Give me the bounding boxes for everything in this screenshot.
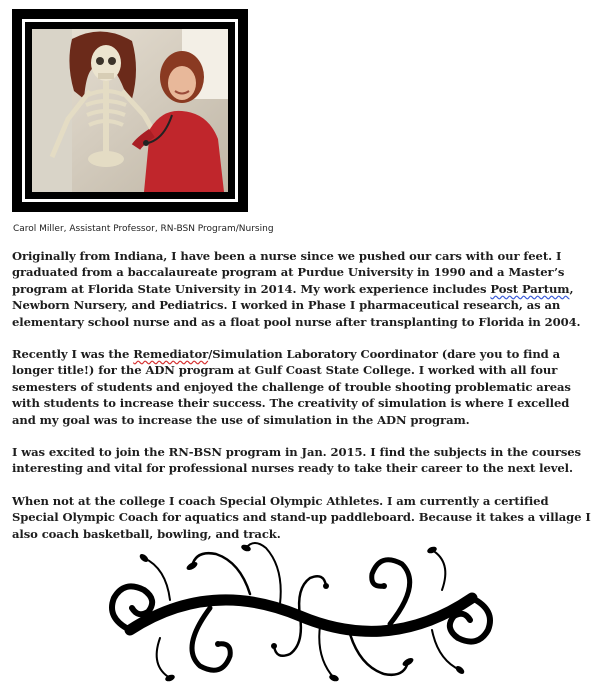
photo-caption: Carol Miller, Assistant Professor, RN-BSN Program/Nursing [13, 224, 274, 234]
profile-photo [32, 29, 228, 192]
spellcheck-underlined-word: Post Partum [490, 281, 570, 296]
bio-paragraph-3: I was excited to join the RN-BSN program in Jan. 2015. I find the subjects in the courses interesting and vital for professional nurses ready to take their career to the next level. [12, 445, 581, 476]
flourish-ornament [100, 538, 502, 688]
bio-text [12, 248, 594, 558]
profile-photo-frame [12, 9, 248, 212]
bio-paragraph-2: Recently I was the Remediator/Simulation Laboratory Coordinator (dare you to find a longer title!) for the ADN program at Gulf Coast State College. I worked with all four semesters of students and enjoyed the challenge of trouble shooting problematic areas with students to increase their success. The creativity of simulation is where I excelled and my goal was to increase the use of simulation in the ADN program. [12, 347, 571, 427]
bio-paragraph-4: When not at the college I coach Special Olympic Athletes. I am currently a certified Special Olympic Coach for aquatics and stand-up paddleboard. Because it takes a village I also coach basketball, bowling, and track. [12, 493, 591, 541]
spellcheck-underlined-word: Remediator [133, 347, 209, 362]
bio-paragraph-1: Originally from Indiana, I have been a nurse since we pushed our cars with our feet. I graduated from a baccalaureate program at Purdue University in 1990 and a Master’s program at Florida State University in 2014. My work experience includes Post Partum, Newborn Nursery, and Pediatrics. I worked in Phase I pharmaceutical research, as an elementary school nurse and as a float pool nurse after transplanting to Florida in 2004. [12, 249, 581, 329]
